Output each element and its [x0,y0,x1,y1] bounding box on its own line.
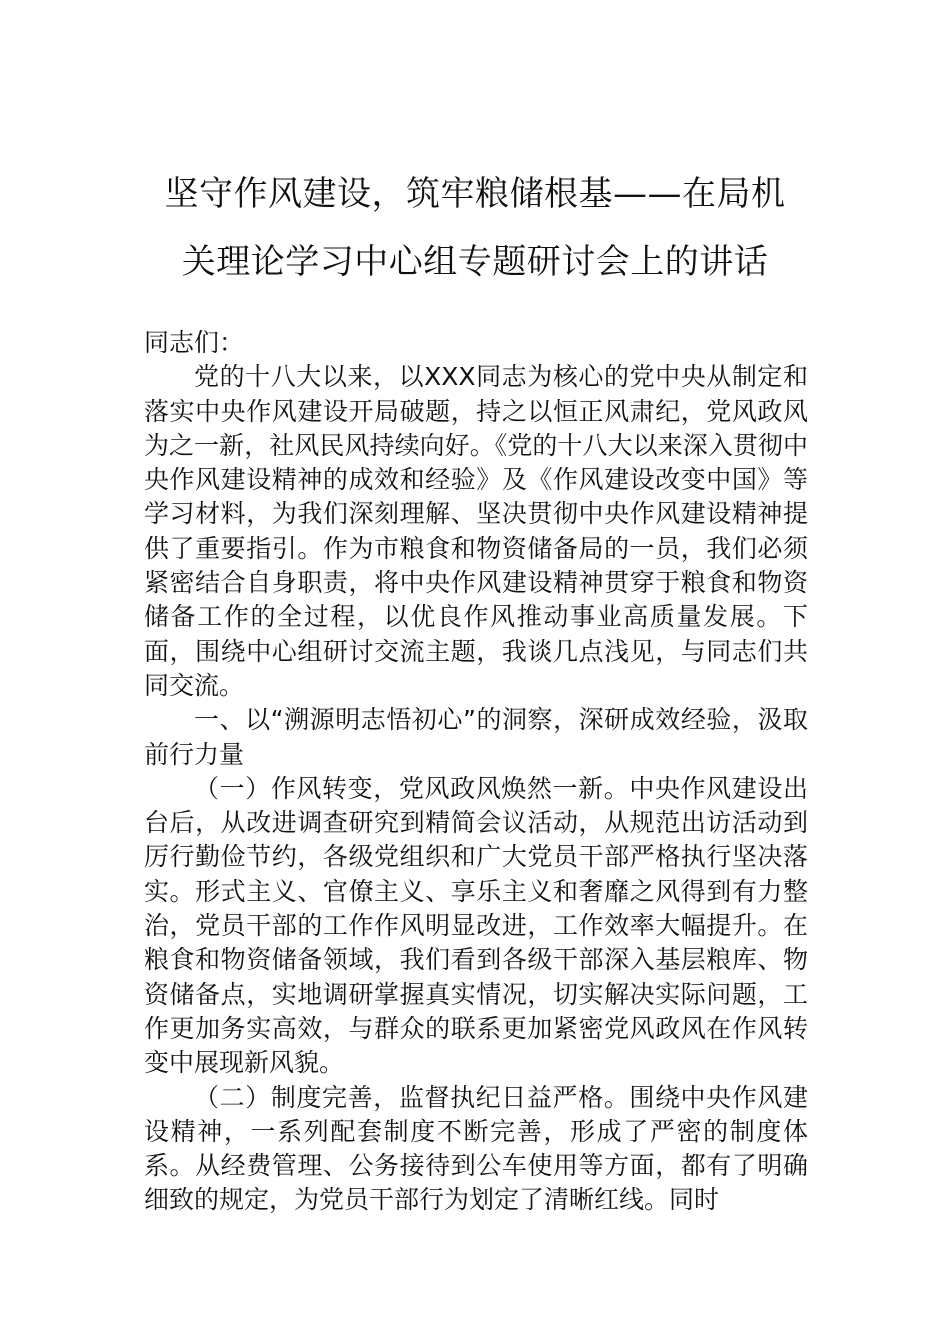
paragraph-subsection-2: （二）制度完善，监督执纪日益严格。围绕中央作风建设精神，一系列配套制度不断完善，形成了严密的制度体系。从经费管理、公务接待到公车使用等方面，都有了明确细致的规定，为党员干部行为划定了清晰红线。同时 [144,1082,808,1215]
title-line-2: 关理论学习中心组专题研讨会上的讲话 [181,242,769,282]
paragraph-subsection-1: （一）作风转变，党风政风焕然一新。中央作风建设出台后，从改进调查研究到精简会议活动，从规范出访活动到厉行勤俭节约，各级党组织和广大党员干部严格执行坚决落实。形式主义、官僚主义、享乐主义和奢靡之风得到有力整治，党员干部的工作作风明显改进，工作效率大幅提升。在粮食和物资储备领域，我们看到各级干部深入基层粮库、物资储备点，实地调研掌握真实情况，切实解决实际问题，工作更加务实高效，与群众的联系更加紧密党风政风在作风转变中展现新风貌。 [144,773,808,1078]
section-heading-1: 一、以“溯源明志悟初心”的洞察，深研成效经验，汲取前行力量 [144,705,808,769]
salutation: 同志们： [144,328,245,357]
paragraph-intro: 党的十八大以来，以XXX同志为核心的党中央从制定和落实中央作风建设开局破题，持之以恒正风肃纪，党风政风为之一新，社风民风持续向好。《党的十八大以来深入贯彻中央作风建设精神的成效和经验》及《作风建设改变中国》等学习材料，为我们深刻理解、坚决贯彻中央作风建设精神提供了重要指引。作为市粮食和物资储备局的一员，我们必须紧密结合自身职责，将中央作风建设精神贯穿于粮食和物资储备工作的全过程，以优良作风推动事业高质量发展。下面，围绕中心组研讨交流主题，我谈几点浅见，与同志们共同交流。 [144,362,808,700]
document-body [144,326,808,1218]
title-line-1: 坚守作风建设，筑牢粮储根基——在局机 [164,174,786,214]
document-title [140,160,810,296]
